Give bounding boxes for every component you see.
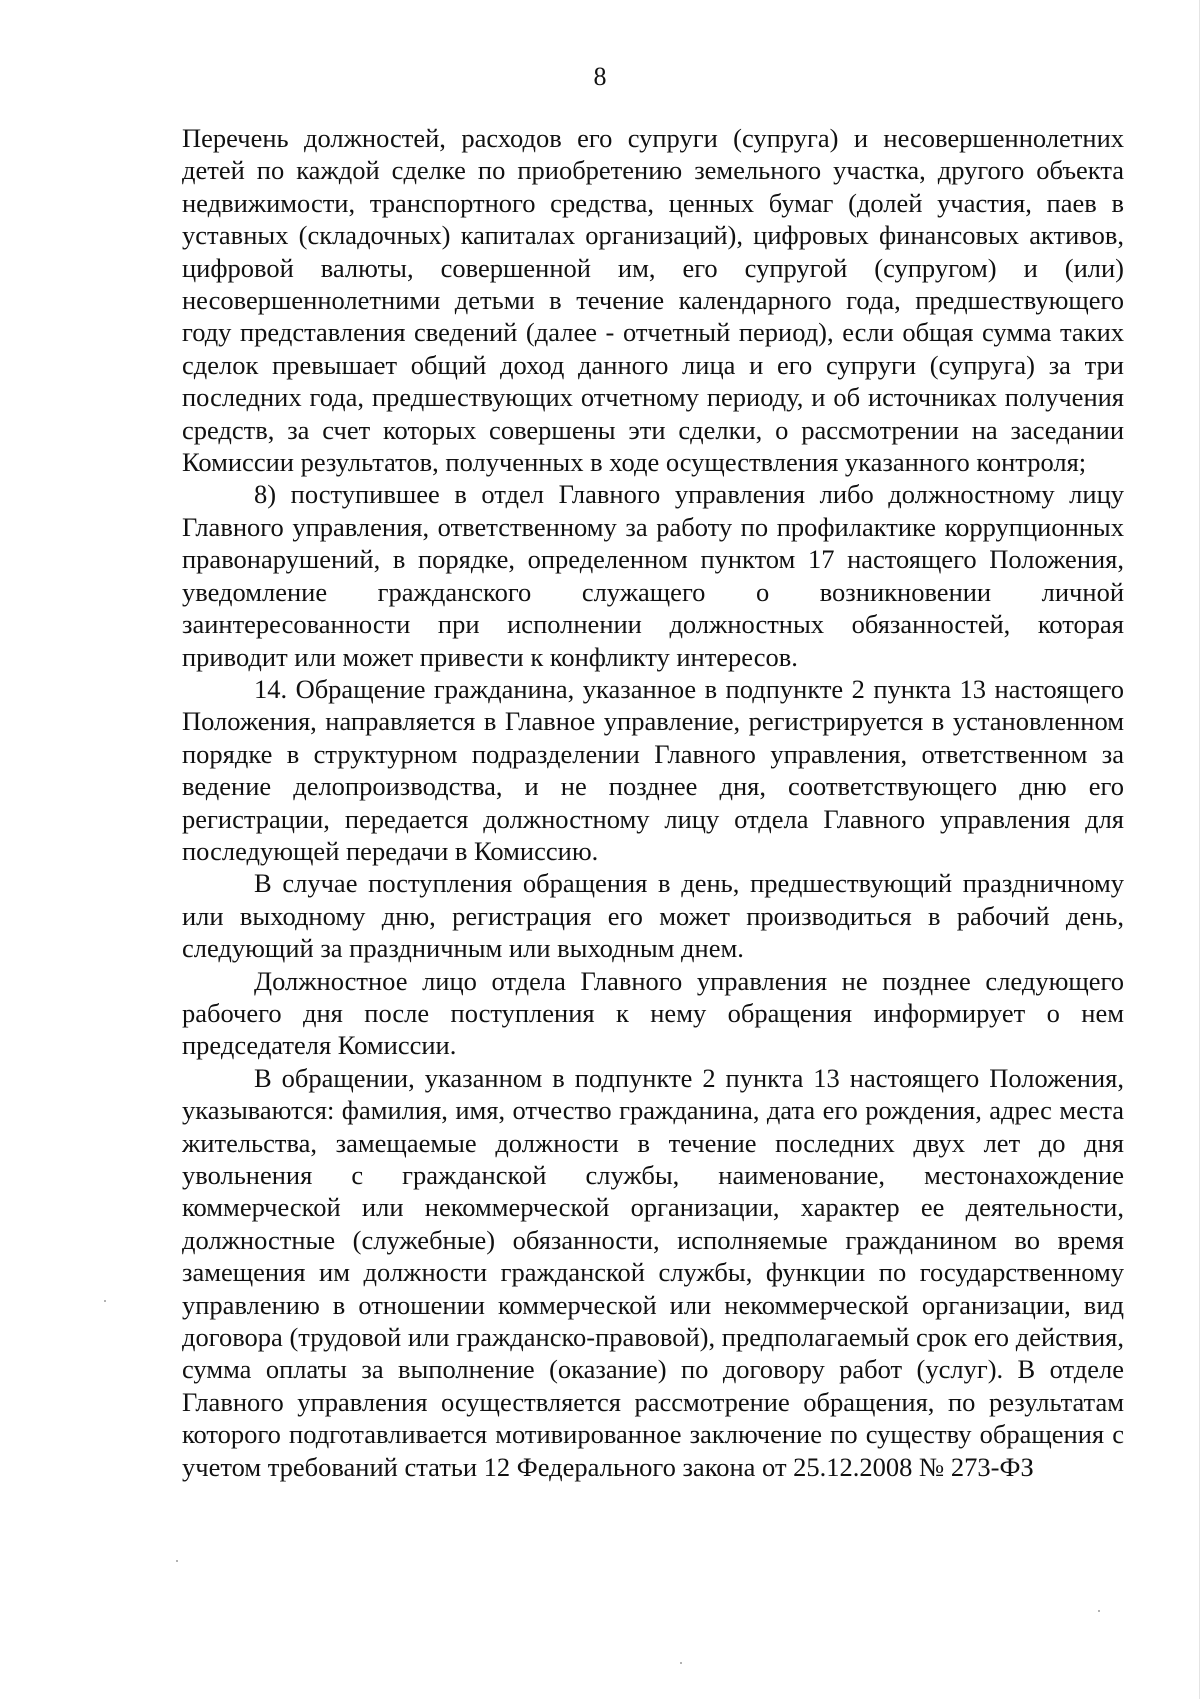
page-number: 8: [593, 62, 607, 91]
paragraph-item-8: 8) поступившее в отдел Главного управления либо должностному лицу Главного управления, ответственному за работу по профилактике коррупционных правонарушений, в порядке, определенном пунктом 17 настоящего Положения, уведомление гражданского служащего о возникновении личной заинтересованности при исполнении должностных обязанностей, которая приводит или может привести к конфликту интересов.: [182, 479, 1124, 672]
paragraph-official-informs: Должностное лицо отдела Главного управления не позднее следующего рабочего дня после поступления к нему обращения информирует о нем председателя Комиссии.: [182, 965, 1124, 1061]
document-body: [182, 122, 1124, 1483]
paragraph-appeal-contents: В обращении, указанном в подпункте 2 пункта 13 настоящего Положения, указываются: фамилия, имя, отчество гражданина, дата его рождения, адрес места жительства, замещаемые должности в течение последних двух лет до дня увольнения с гражданской службы, наименование, местонахождение коммерческой или некоммерческой организации, характер ее деятельности, должностные (служебные) обязанности, исполняемые гражданином во время замещения им должности гражданской службы, функции по государственному управлению в отношении коммерческой или некоммерческой организации, вид договора (трудовой или гражданско-правовой), предполагаемый срок его действия, сумма оплаты за выполнение (оказание) по договору работ (услуг). В отделе Главного управления осуществляется рассмотрение обращения, по результатам которого подготавливается мотивированное заключение по существу обращения с учетом требований статьи 12 Федерального закона от 25.12.2008 № 273-ФЗ: [182, 1062, 1124, 1482]
scan-speck: [104, 1300, 106, 1302]
scan-speck: [176, 1560, 178, 1562]
paragraph-clause-14: 14. Обращение гражданина, указанное в подпункте 2 пункта 13 настоящего Положения, направляется в Главное управление, регистрируется в установленном порядке в структурном подразделении Главного управления, ответственном за ведение делопроизводства, и не позднее дня, соответствующего дню его регистрации, передается должностному лицу отдела Главного управления для последующей передачи в Комиссию.: [182, 673, 1124, 866]
paragraph-continuation: Перечень должностей, расходов его супруги (супруга) и несовершеннолетних детей по каждой сделке по приобретению земельного участка, другого объекта недвижимости, транспортного средства, ценных бумаг (долей участия, паев в уставных (складочных) капиталах организаций), цифровых финансовых активов, цифровой валюты, совершенной им, его супругой (супругом) и (или) несовершеннолетними детьми в течение календарного года, предшествующего году представления сведений (далее - отчетный период), если общая сумма таких сделок превышает общий доход данного лица и его супруги (супруга) за три последних года, предшествующих отчетному периоду, и об источниках получения средств, за счет которых совершены эти сделки, о рассмотрении на заседании Комиссии результатов, полученных в ходе осуществления указанного контроля;: [182, 123, 1124, 478]
scan-speck: [1098, 1610, 1100, 1612]
paragraph-holiday-registration: В случае поступления обращения в день, предшествующий праздничному или выходному дню, регистрация его может производиться в рабочий день, следующий за праздничным или выходным днем.: [182, 868, 1124, 964]
scan-speck: [680, 1662, 682, 1664]
